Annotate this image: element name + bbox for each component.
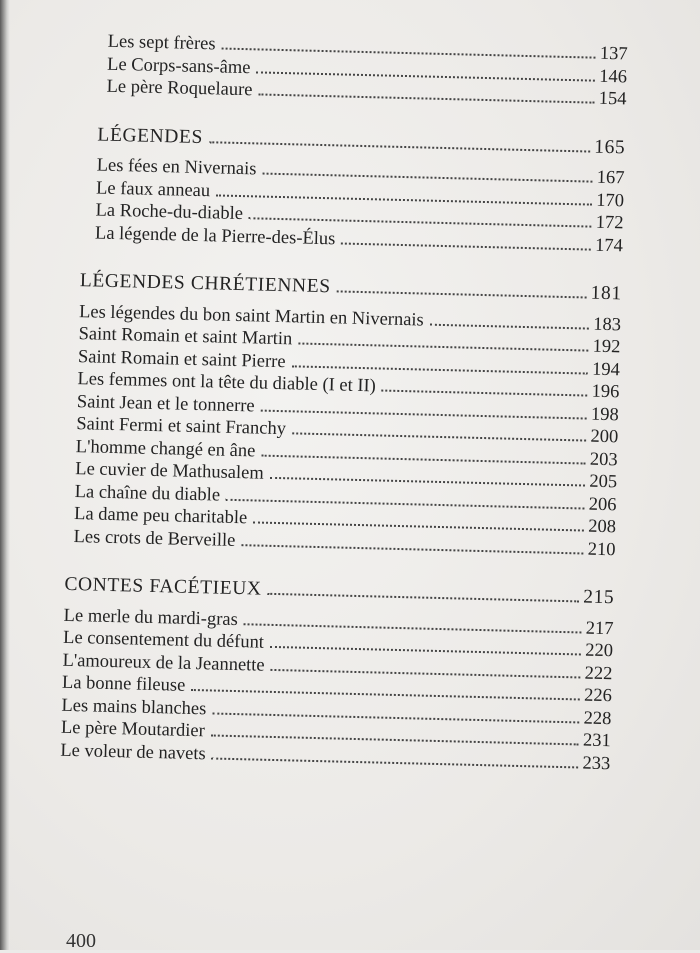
toc-entry-page: 220 xyxy=(584,640,614,662)
table-of-contents xyxy=(59,30,627,801)
toc-entry-title: Le père Moutardier xyxy=(60,717,205,742)
toc-entry-title: La bonne fileuse xyxy=(61,672,186,696)
toc-entry-title: Le consentement du défunt xyxy=(62,627,265,653)
toc-entry-title: Les sept frères xyxy=(107,31,216,55)
dot-leader xyxy=(262,159,593,183)
toc-entry-page: 217 xyxy=(585,618,614,639)
toc-entry-title: L'homme changé en âne xyxy=(75,436,256,461)
dot-leader xyxy=(267,579,579,603)
toc-entry-page: 226 xyxy=(583,685,613,707)
toc-entry-page: 196 xyxy=(591,381,620,403)
section-heading xyxy=(64,574,614,610)
toc-entry-title: La Roche-du-diable xyxy=(95,200,244,225)
toc-entry-page: 194 xyxy=(591,359,621,380)
toc-entry-page: 228 xyxy=(583,708,612,729)
toc-entry-title: Saint Romain et saint Martin xyxy=(78,324,293,350)
section-heading xyxy=(97,124,625,159)
toc-entry-title: Saint Fermi et saint Franchy xyxy=(76,414,287,440)
toc-entry-page: 170 xyxy=(596,190,625,211)
toc-entry-title: Les légendes du bon saint Martin en Nivernais xyxy=(78,301,424,331)
toc-entry-title: Le faux anneau xyxy=(95,177,211,201)
toc-entry-page: 192 xyxy=(592,336,621,358)
toc-entry-title: Le cuvier de Mathusalem xyxy=(75,459,264,484)
toc-entry-page: 183 xyxy=(592,314,622,335)
toc-entry-title: Les crots de Berveille xyxy=(73,526,236,551)
toc-entry-page: 205 xyxy=(589,471,618,493)
section-heading-page: 165 xyxy=(593,136,626,158)
toc-entry-page: 231 xyxy=(582,730,612,752)
toc-entry-page: 137 xyxy=(599,43,628,65)
section-heading-title: LÉGENDES xyxy=(97,124,204,148)
toc-entry-title: L'amoureux de la Jeannette xyxy=(62,650,265,676)
toc-entry-page: 172 xyxy=(595,212,624,234)
toc-entry-title: Les mains blanches xyxy=(61,695,207,719)
toc-entry-title: La dame peu charitable xyxy=(73,504,248,529)
toc-entry-title: Le père Roquelaure xyxy=(106,76,253,101)
toc-entry-page: 154 xyxy=(598,88,627,110)
section-heading-page: 215 xyxy=(582,586,615,609)
toc-entry-page: 203 xyxy=(589,449,618,470)
section-heading xyxy=(80,270,622,306)
dot-leader xyxy=(337,276,587,298)
toc-entry-page: 206 xyxy=(588,494,617,515)
toc-section-contes-faceties xyxy=(60,574,614,775)
toc-entry-page: 174 xyxy=(594,235,624,256)
toc-entry-page: 210 xyxy=(587,539,616,560)
dot-leader xyxy=(209,127,591,152)
toc-entry-page: 222 xyxy=(584,663,613,684)
section-heading-title: CONTES FACÉTIEUX xyxy=(64,573,262,600)
toc-entry-title: La légende de la Pierre-des-Élus xyxy=(94,222,336,249)
dot-leader xyxy=(244,609,582,633)
toc-entry-page: 208 xyxy=(588,516,617,538)
toc-section-legendes xyxy=(73,123,626,257)
toc-entry-title: Les fées en Nivernais xyxy=(96,155,257,180)
toc-entry-page: 233 xyxy=(582,753,611,774)
toc-entry-page: 167 xyxy=(596,167,625,189)
dot-leader xyxy=(430,309,590,329)
toc-entry-title: Les femmes ont la tête du diable (I et II) xyxy=(77,369,377,397)
toc-entry-title: Le Corps-sans-âme xyxy=(106,54,251,78)
toc-entry-page: 146 xyxy=(599,66,628,87)
section-heading-page: 181 xyxy=(590,282,622,305)
toc-section-contes xyxy=(76,30,627,111)
page-gutter-shadow xyxy=(0,0,10,950)
toc-entry-title: La chaîne du diable xyxy=(74,481,221,506)
toc-entry-title: Saint Romain et saint Pierre xyxy=(77,346,286,372)
page-number: 400 xyxy=(66,930,96,952)
section-heading-title: LÉGENDES CHRÉTIENNES xyxy=(79,270,331,298)
toc-section-legendes-chretiennes xyxy=(65,270,622,561)
toc-entry-page: 198 xyxy=(590,404,620,425)
toc-entry-title: Le merle du mardi-gras xyxy=(63,605,239,630)
toc-entry-title: Le voleur de navets xyxy=(60,740,206,764)
toc-entry-page: 200 xyxy=(590,426,619,448)
toc-entry-title: Saint Jean et le tonnerre xyxy=(76,391,255,416)
